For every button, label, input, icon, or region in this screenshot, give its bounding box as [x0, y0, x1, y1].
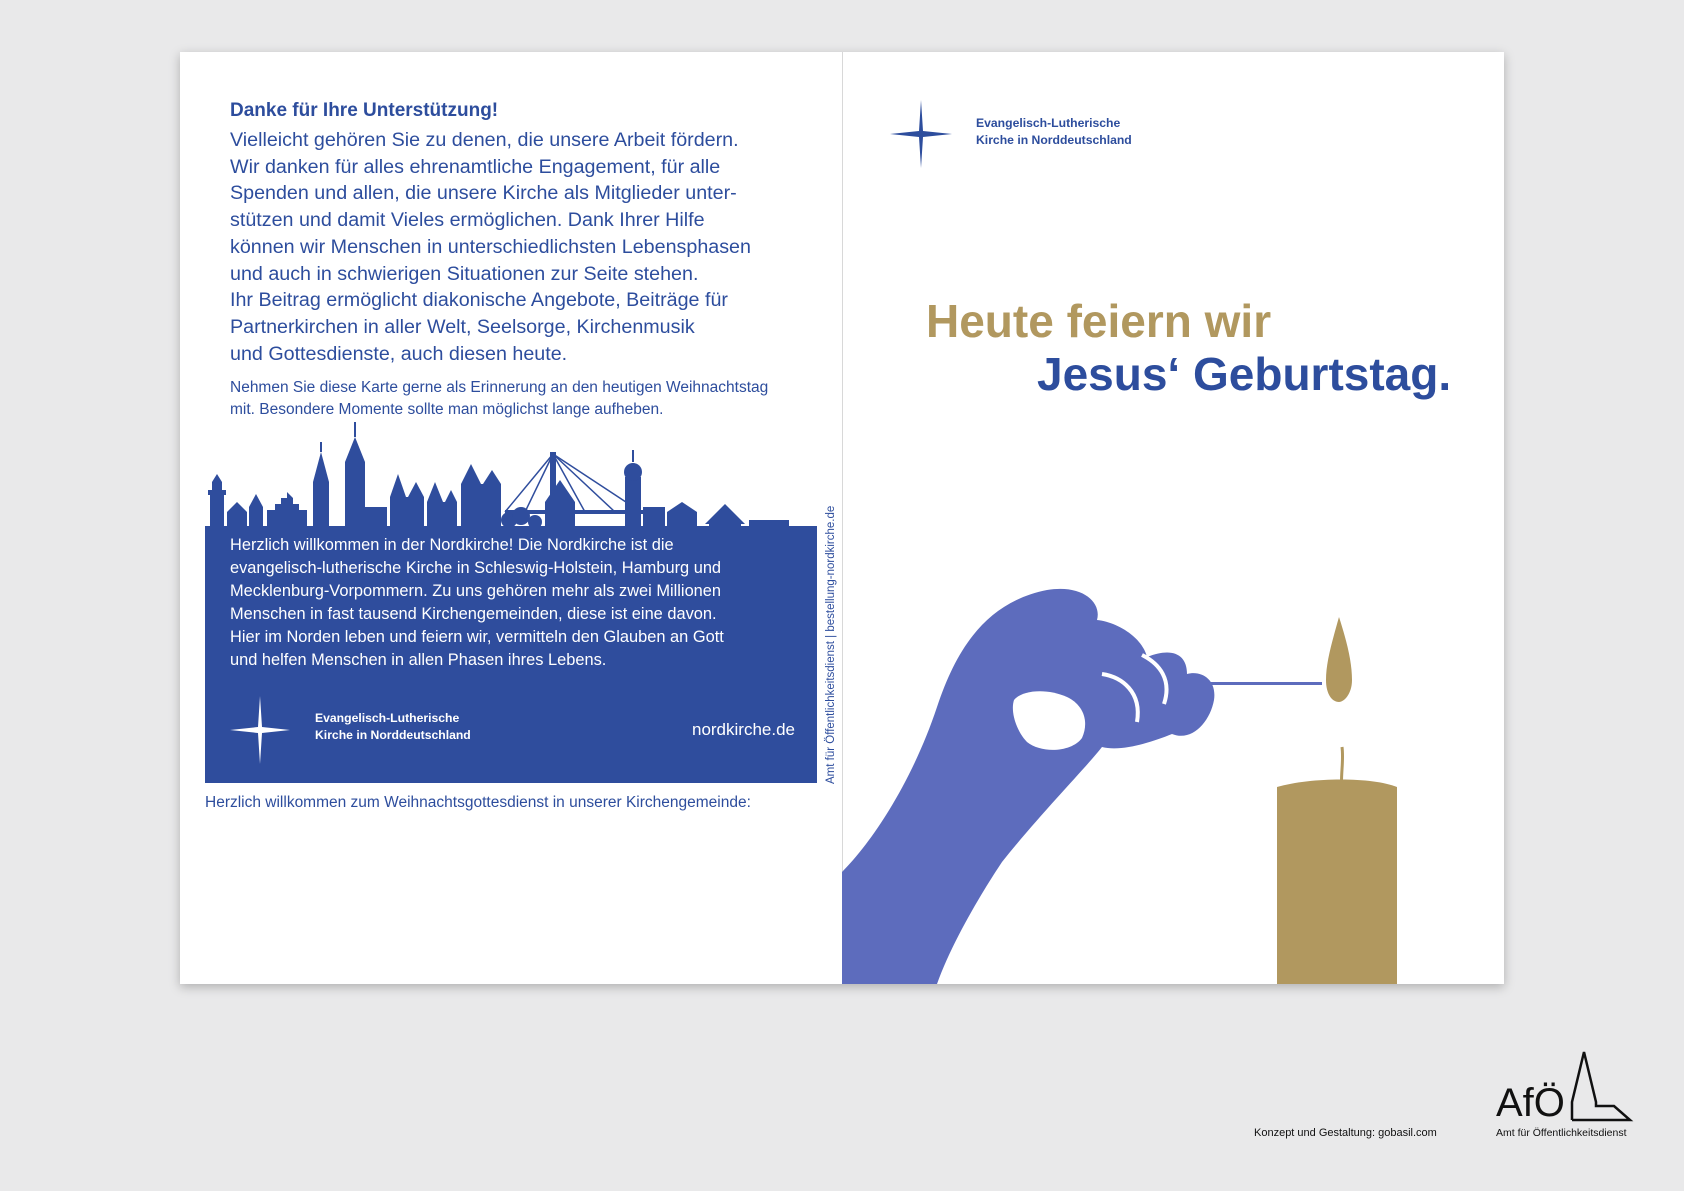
- body-line: stützen und damit Vieles ermöglichen. Dank Ihrer Hilfe: [230, 209, 705, 232]
- box-line: und helfen Menschen in allen Phasen ihres Lebens.: [230, 651, 607, 669]
- body-line: Spenden und allen, die unsere Kirche als Mitglieder unter-: [230, 182, 737, 205]
- cross-star-icon: [890, 100, 952, 168]
- flame-illustration: [1326, 617, 1352, 702]
- headline-line-1: Heute feiern wir: [926, 295, 1272, 347]
- note-line: mit. Besondere Momente sollte man möglichst lange aufheben.: [230, 401, 664, 418]
- candle-illustration: [1277, 747, 1397, 984]
- body-line: können wir Menschen in unterschiedlichsten Lebensphasen: [230, 235, 751, 258]
- hand-match-illustration: [842, 589, 1214, 984]
- welcome-box: [205, 526, 817, 783]
- org-name: [976, 115, 1132, 149]
- body-line: Ihr Beitrag ermöglicht diakonische Angebote, Beiträge für: [230, 289, 728, 312]
- welcome-box-text: [230, 534, 800, 672]
- service-welcome-line: Herzlich willkommen zum Weihnachtsgottesdienst in unserer Kirchengemeinde:: [205, 794, 751, 811]
- box-line: Mecklenburg-Vorpommern. Zu uns gehören mehr als zwei Millionen: [230, 582, 722, 600]
- thanks-body: [230, 127, 810, 367]
- hand-match-candle-illustration: [842, 442, 1504, 984]
- vertical-order-info: Amt für Öffentlichkeitsdienst | bestellung-nordkirche.de: [825, 505, 837, 784]
- body-line: Vielleicht gehören Sie zu denen, die unsere Arbeit fördern.: [230, 129, 739, 151]
- thanks-heading: Danke für Ihre Unterstützung!: [230, 100, 499, 121]
- box-line: Hier im Norden leben und feiern wir, vermitteln den Glauben an Gott: [230, 628, 724, 646]
- body-line: Partnerkirchen in aller Welt, Seelsorge, Kirchenmusik: [230, 315, 695, 338]
- body-line: und auch in schwierigen Situationen zur Seite stehen.: [230, 262, 699, 285]
- box-line: Herzlich willkommen in der Nordkirche! Die Nordkirche ist die: [230, 536, 674, 554]
- box-line: Menschen in fast tausend Kirchengemeinden, diese ist eine davon.: [230, 605, 717, 623]
- box-line: evangelisch-lutherische Kirche in Schleswig-Holstein, Hamburg und: [230, 559, 722, 577]
- org-name-line: Evangelisch-Lutherische: [315, 711, 460, 725]
- afo-church-logo: [1494, 1044, 1634, 1124]
- afo-logo-text: AfÖ: [1496, 1081, 1565, 1124]
- design-credit: Konzept und Gestaltung: gobasil.com: [1254, 1127, 1437, 1139]
- headline-line-2: Jesus‘ Geburtstag.: [1037, 348, 1452, 400]
- org-name-line: Kirche in Norddeutschland: [976, 133, 1132, 147]
- body-line: Wir danken für alles ehrenamtliche Engagement, für alle: [230, 155, 721, 178]
- afo-name: Amt für Öffentlichkeitsdienst: [1496, 1127, 1627, 1139]
- cross-star-icon: [230, 696, 290, 764]
- greeting-card: [180, 52, 1504, 984]
- website-link[interactable]: nordkirche.de: [691, 720, 795, 739]
- org-name: [315, 710, 471, 744]
- org-name-line: Kirche in Norddeutschland: [315, 728, 471, 742]
- org-name-line: Evangelisch-Lutherische: [976, 116, 1121, 130]
- note-line: Nehmen Sie diese Karte gerne als Erinnerung an den heutigen Weihnachtstag: [230, 379, 769, 396]
- body-line: und Gottesdienste, auch diesen heute.: [230, 342, 568, 365]
